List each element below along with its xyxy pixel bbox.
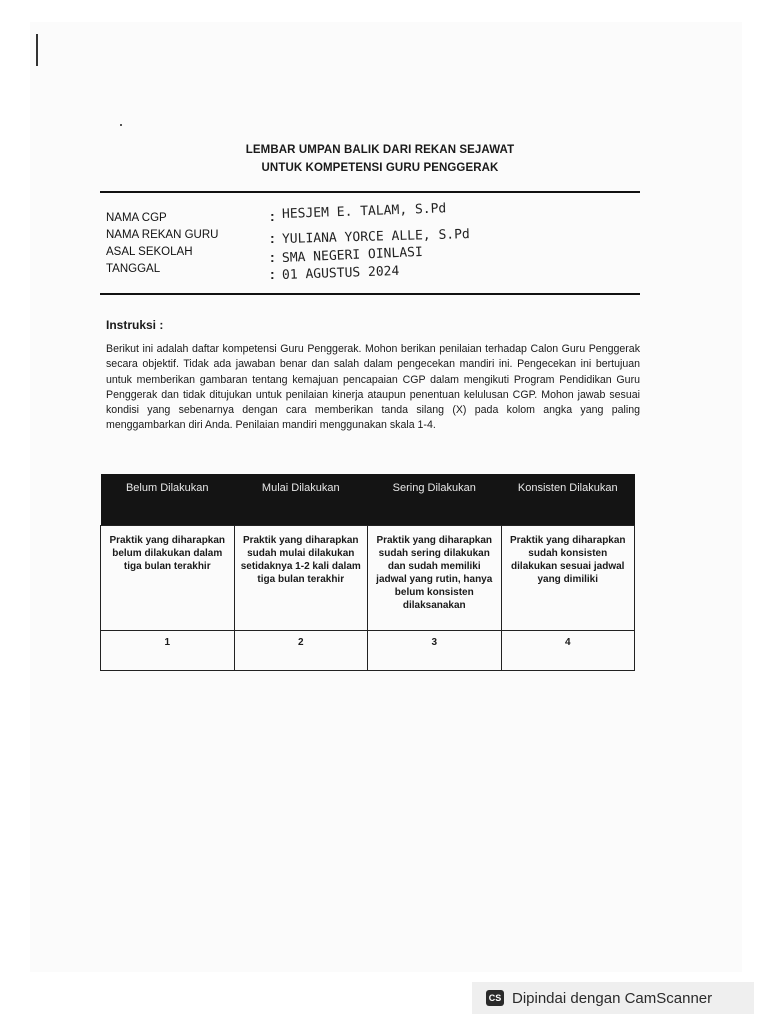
field-colon: :	[270, 249, 275, 265]
field-label-tanggal: TANGGAL	[106, 263, 161, 275]
table-row	[101, 631, 635, 671]
description-cell: Praktik yang diharapkan belum dilakukan dalam tiga bulan terakhir	[101, 526, 235, 631]
header-sering-dilakukan: Sering Dilakukan	[368, 474, 502, 526]
camscanner-icon: CS	[486, 990, 504, 1006]
field-colon: :	[270, 266, 275, 282]
rating-scale-table	[100, 474, 635, 671]
field-value-nama-rekan-guru: YULIANA YORCE ALLE, S.Pd	[281, 227, 470, 247]
scan-dot-mark	[120, 124, 122, 126]
field-value-nama-cgp: HESJEM E. TALAM, S.Pd	[281, 201, 447, 222]
header-rule-bottom	[100, 293, 640, 295]
instructions-heading: Instruksi :	[106, 318, 164, 332]
header-konsisten-dilakukan: Konsisten Dilakukan	[501, 474, 635, 526]
field-colon: :	[270, 230, 275, 246]
header-mulai-dilakukan: Mulai Dilakukan	[234, 474, 368, 526]
document-subtitle: UNTUK KOMPETENSI GURU PENGGERAK	[261, 162, 499, 174]
score-cell[interactable]: 4	[501, 631, 635, 671]
score-cell[interactable]: 1	[101, 631, 235, 671]
header-belum-dilakukan: Belum Dilakukan	[101, 474, 235, 526]
header-rule-top	[100, 191, 640, 193]
score-cell[interactable]: 3	[368, 631, 502, 671]
score-cell[interactable]: 2	[234, 631, 368, 671]
field-value-tanggal: 01 AGUSTUS 2024	[281, 263, 400, 283]
instructions-body: Berikut ini adalah daftar kompetensi Guru Penggerak. Mohon berikan penilaian terhadap Calon Guru Penggerak secara objektif. Tidak ada jawaban benar dan salah dalam pengecekan mandiri ini. Pengecekan ini bertujuan untuk memberikan gambaran tentang kemajuan pencapaian CGP dalam mengikuti Program Pendidikan Guru Penggerak dan tidak ditujukan untuk penilaian kinerja ataupun penentuan kelulusan CGP. Mohon jawab sesuai kondisi yang sebenarnya dengan cara memberikan tanda silang (X) pada kolom angka yang paling menggambarkan diri Anda. Penilaian mandiri menggunakan skala 1-4.	[106, 343, 640, 432]
document-title: LEMBAR UMPAN BALIK DARI REKAN SEJAWAT	[245, 144, 515, 156]
field-label-nama-rekan-guru: NAMA REKAN GURU	[106, 229, 219, 241]
table-header-row	[101, 474, 635, 526]
field-value-asal-sekolah: SMA NEGERI OINLASI	[281, 244, 424, 266]
watermark-text: Dipindai dengan CamScanner	[512, 989, 713, 1007]
camscanner-watermark	[472, 982, 754, 1014]
table-row	[101, 526, 635, 631]
scan-edge-mark	[36, 34, 38, 66]
description-cell: Praktik yang diharapkan sudah konsisten dilakukan sesuai jadwal yang dimiliki	[501, 526, 635, 631]
field-colon: :	[270, 208, 275, 224]
description-cell: Praktik yang diharapkan sudah mulai dilakukan setidaknya 1-2 kali dalam tiga bulan terakhir	[234, 526, 368, 631]
description-cell: Praktik yang diharapkan sudah sering dilakukan dan sudah memiliki jadwal yang rutin, hanya belum konsisten dilaksanakan	[368, 526, 502, 631]
field-label-asal-sekolah: ASAL SEKOLAH	[106, 246, 193, 258]
field-label-nama-cgp: NAMA CGP	[106, 212, 167, 224]
